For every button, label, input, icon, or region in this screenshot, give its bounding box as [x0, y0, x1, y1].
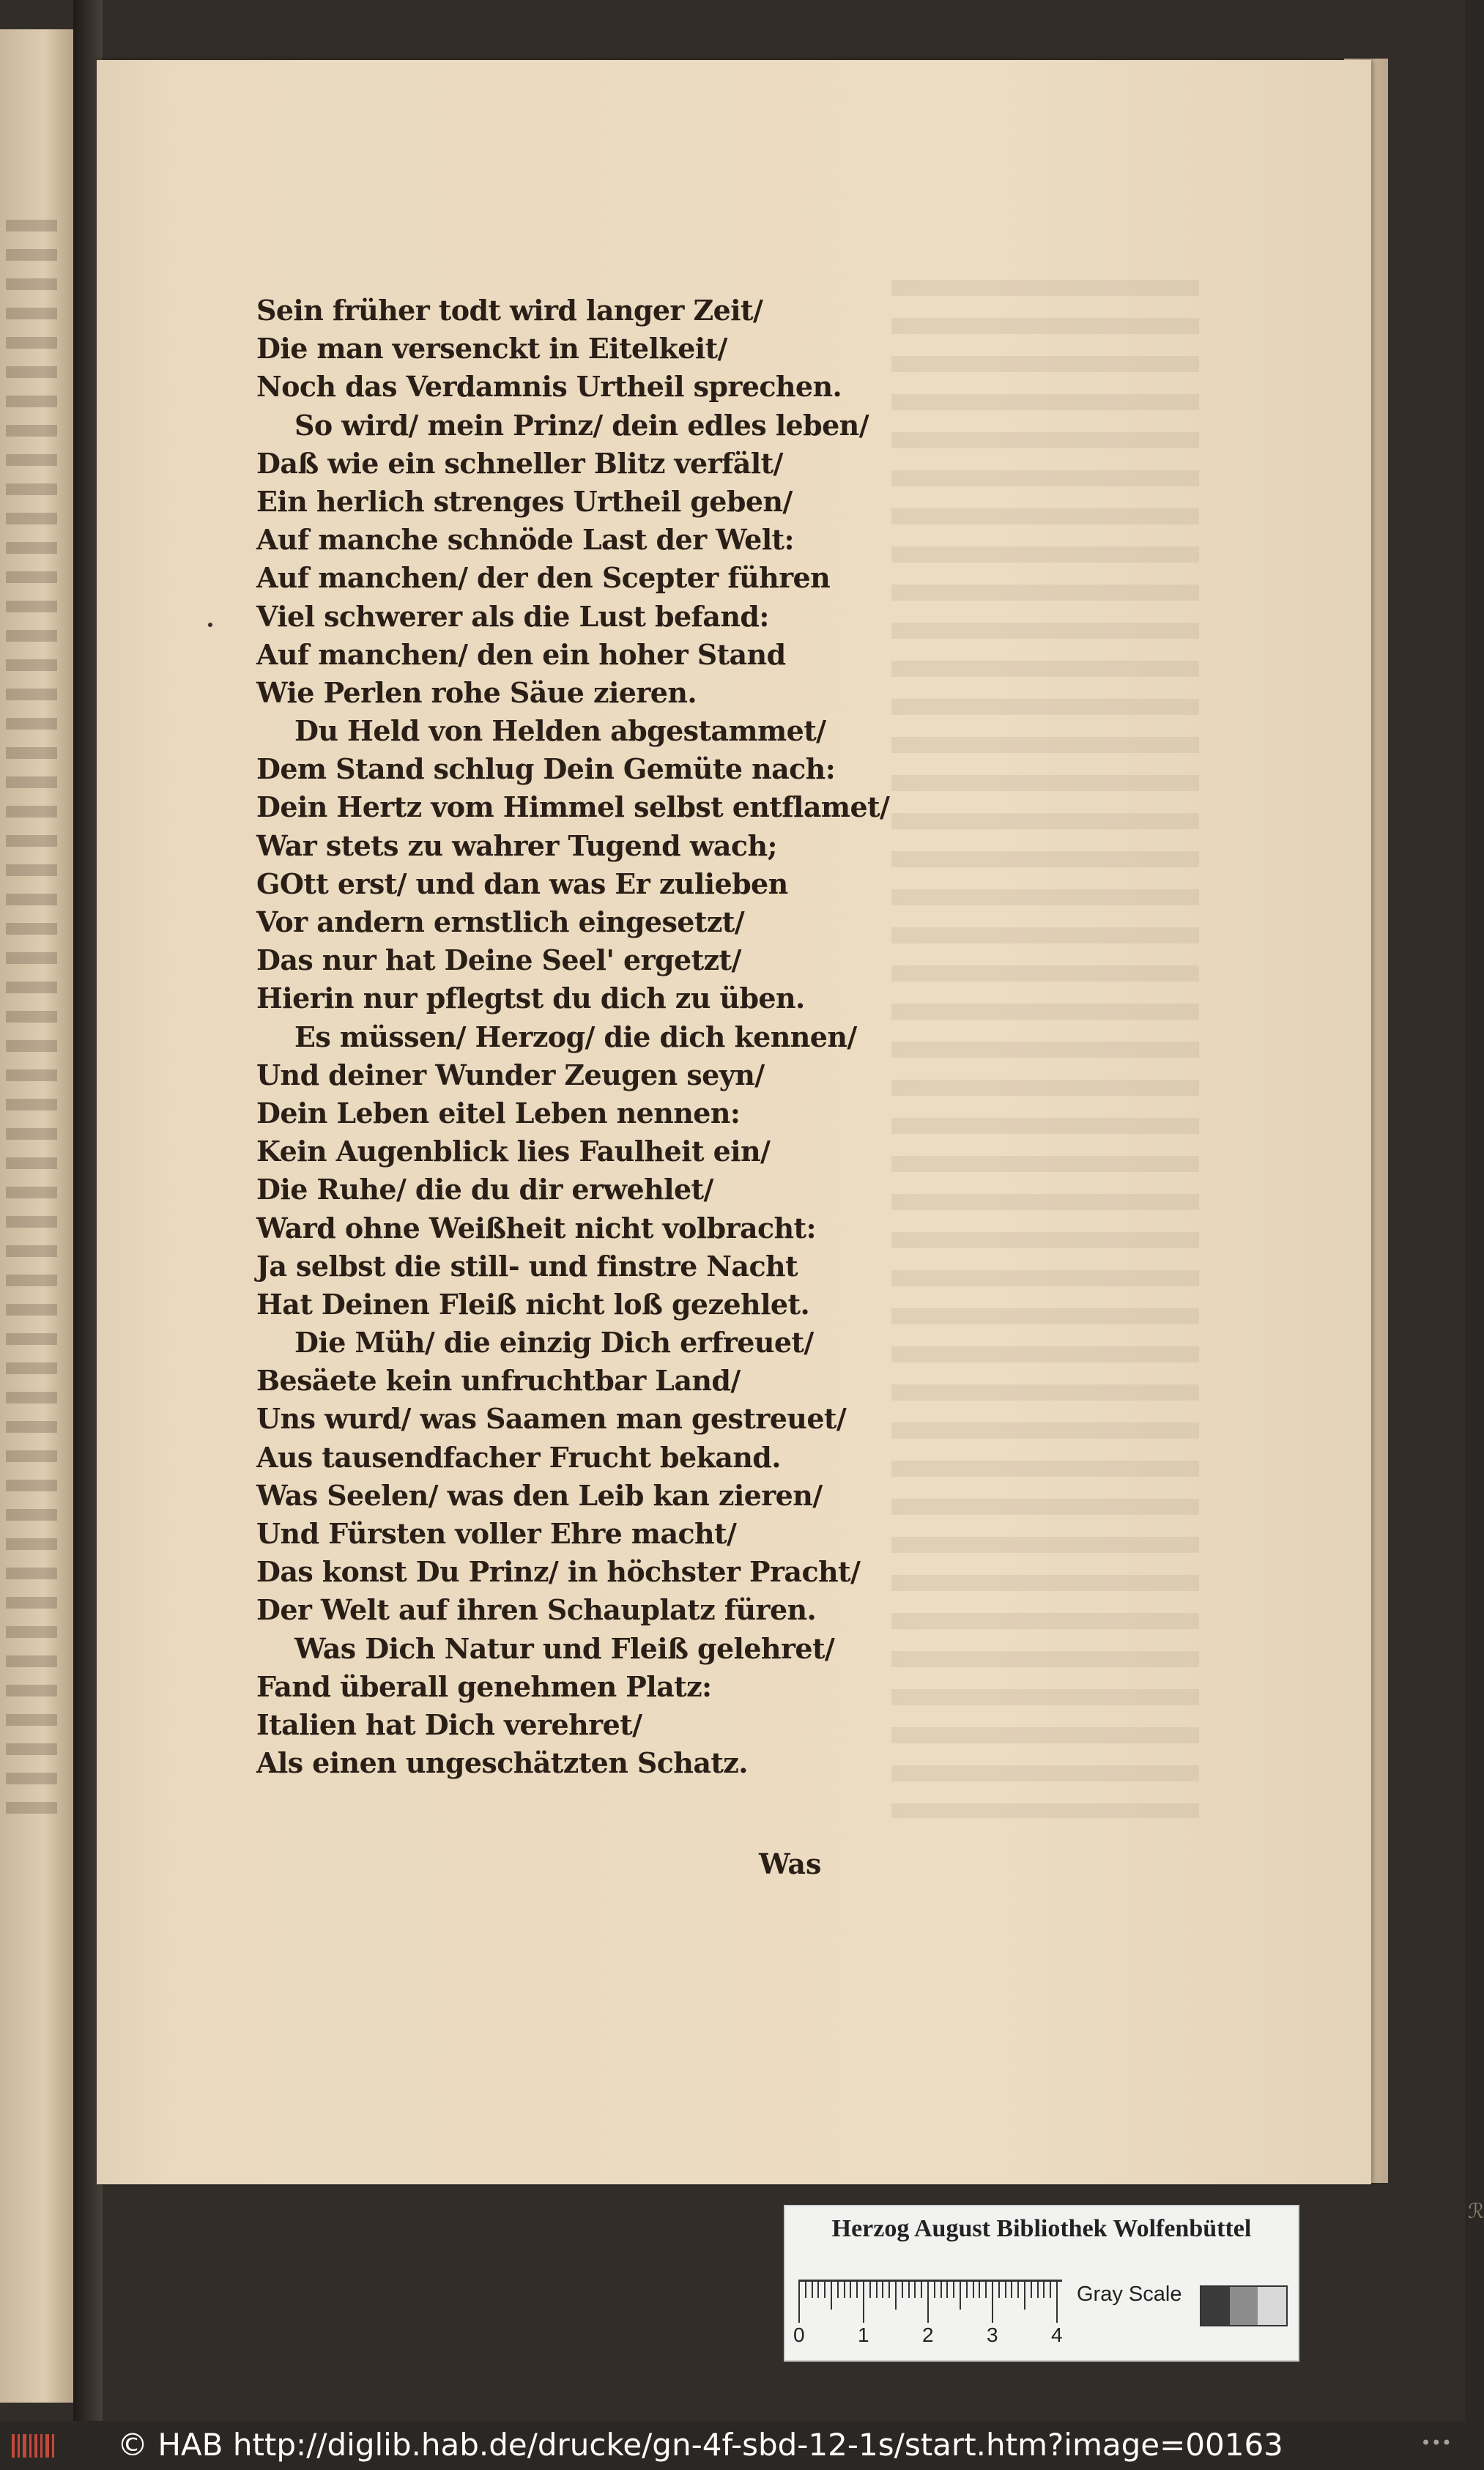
ruler-tick — [902, 2282, 903, 2298]
ruler-tick — [927, 2282, 929, 2323]
facing-page-text-bleed — [6, 220, 57, 1831]
ruler-tick — [966, 2282, 968, 2298]
ruler-tick — [831, 2282, 832, 2310]
verse-line: So wird/ mein Prinz/ dein edles leben/ — [294, 408, 869, 442]
ruler-tick — [1050, 2282, 1051, 2298]
ruler-tick — [960, 2282, 961, 2310]
verse-line: Aus tausendfacher Frucht bekand. — [256, 1440, 781, 1474]
verse-line: Ein herlich strenges Urtheil geben/ — [256, 484, 793, 518]
ruler-tick — [863, 2282, 864, 2323]
footer-source-url[interactable]: © HAB http://diglib.hab.de/drucke/gn-4f-sbd-12-1s/start.htm?image=00163 — [117, 2427, 1283, 2463]
ruler-tick — [1017, 2282, 1019, 2298]
verse-line: Auf manchen/ den ein hoher Stand — [256, 637, 786, 671]
verse-line: Wie Perlen rohe Säue zieren. — [256, 675, 697, 709]
verse-line: Und Fürsten voller Ehre macht/ — [256, 1517, 737, 1550]
verse-line: Der Welt auf ihren Schauplatz füren. — [256, 1593, 817, 1627]
ruler-number: 3 — [987, 2323, 998, 2346]
verse-line: Es müssen/ Herzog/ die dich kennen/ — [294, 1020, 857, 1053]
verse-line: Uns wurd/ was Saamen man gestreuet/ — [256, 1402, 847, 1436]
verse-line: Dein Hertz vom Himmel selbst entflamet/ — [256, 790, 890, 824]
verse-line: Hat Deinen Fleiß nicht loß gezehlet. — [256, 1287, 810, 1321]
footer-bar — [0, 2421, 1465, 2470]
catchword: Was — [759, 1847, 822, 1880]
verse-line: Hierin nur pflegtst du dich zu üben. — [256, 982, 805, 1015]
verse-line: Vor andern ernstlich eingesetzt/ — [256, 905, 745, 938]
verse-line: Als einen ungeschätzten Schatz. — [256, 1746, 748, 1780]
verse-line: Dem Stand schlug Dein Gemüte nach: — [256, 752, 836, 786]
verse-line: Italien hat Dich verehret/ — [256, 1707, 642, 1741]
ink-speck — [208, 623, 212, 627]
verse-line: Was Seelen/ was den Leib kan zieren/ — [256, 1478, 823, 1512]
ruler-tick — [812, 2282, 813, 2298]
gray-swatch — [1230, 2287, 1258, 2325]
gray-swatch — [1201, 2287, 1230, 2325]
verse-line: Die Ruhe/ die du dir erwehlet/ — [256, 1173, 713, 1206]
verse-line: Sein früher todt wird langer Zeit/ — [256, 294, 763, 327]
verse-line: Und deiner Wunder Zeugen seyn/ — [256, 1058, 765, 1091]
ruler-tick — [1037, 2282, 1039, 2298]
ruler-tick — [850, 2282, 851, 2298]
ruler-tick — [888, 2282, 890, 2298]
ruler-tick — [914, 2282, 916, 2298]
verse-line: War stets zu wahrer Tugend wach; — [256, 828, 777, 862]
ruler-number: 1 — [858, 2323, 869, 2346]
verse-line: Dein Leben eitel Leben nennen: — [256, 1096, 741, 1130]
verse-line: Was Dich Natur und Fleiß gelehret/ — [294, 1631, 835, 1665]
verse-line: Auf manchen/ der den Scepter führen — [256, 561, 831, 595]
ruler-tick — [805, 2282, 806, 2298]
ruler-tick — [946, 2282, 948, 2298]
verse-line: Die Müh/ die einzig Dich erfreuet/ — [294, 1326, 814, 1360]
verse-line: Ward ohne Weißheit nicht volbracht: — [256, 1211, 816, 1245]
ruler-tick — [979, 2282, 980, 2298]
ruler-tick — [844, 2282, 845, 2298]
verse-line: Auf manche schnöde Last der Welt: — [256, 523, 794, 557]
ruler-tick — [953, 2282, 954, 2298]
ruler-tick — [941, 2282, 942, 2298]
verse-text-block — [256, 292, 989, 1782]
verse-line: Du Held von Helden abgestammet/ — [294, 714, 826, 748]
verse-line: Noch das Verdamnis Urtheil sprechen. — [256, 370, 842, 404]
ruler-tick — [1011, 2282, 1012, 2298]
verse-line: Die man versenckt in Eitelkeit/ — [256, 332, 727, 366]
ruler-tick — [824, 2282, 826, 2298]
gray-scale-label: Gray Scale — [1077, 2282, 1182, 2306]
ruler-tick — [1056, 2282, 1058, 2323]
ruler-tick — [908, 2282, 910, 2298]
ruler-tick — [992, 2282, 993, 2323]
verse-line: Daß wie ein schneller Blitz verfält/ — [256, 446, 783, 480]
ruler-tick — [1043, 2282, 1045, 2298]
ruler-tick — [973, 2282, 974, 2298]
ruler-tick — [985, 2282, 987, 2298]
ruler-tick — [856, 2282, 858, 2298]
measurement-ruler — [798, 2280, 1062, 2326]
library-name: Herzog August Bibliothek Wolfenbüttel — [831, 2215, 1252, 2242]
gray-scale-swatches — [1200, 2285, 1288, 2326]
ruler-number: 2 — [922, 2323, 934, 2346]
verse-line: Fand überall genehmen Platz: — [256, 1669, 712, 1703]
ruler-tick — [798, 2282, 800, 2323]
ruler-tick — [998, 2282, 1000, 2298]
verse-line: Das konst Du Prinz/ in höchster Pracht/ — [256, 1555, 861, 1589]
ruler-tick — [895, 2282, 897, 2310]
ruler-tick — [817, 2282, 819, 2298]
book-page — [97, 60, 1484, 2223]
ruler-tick — [869, 2282, 871, 2298]
ruler-number: 4 — [1051, 2323, 1063, 2346]
verse-line: Ja selbst die still- und finstre Nacht — [256, 1249, 798, 1283]
ruler-tick — [876, 2282, 878, 2298]
page-edge-mark: ℛ — [1468, 2199, 1484, 2223]
ruler-tick — [837, 2282, 839, 2298]
gray-swatch — [1258, 2287, 1286, 2325]
ruler-tick — [934, 2282, 935, 2298]
ruler-number: 0 — [793, 2323, 805, 2346]
ruler-tick — [882, 2282, 883, 2298]
ruler-tick — [1005, 2282, 1006, 2298]
facing-page-edge — [0, 29, 73, 2403]
more-dots-icon[interactable]: ••• — [1420, 2433, 1452, 2453]
ruler-tick — [921, 2282, 922, 2298]
ruler-tick — [1024, 2282, 1025, 2310]
verse-line: GOtt erst/ und dan was Er zulieben — [256, 867, 788, 900]
hab-barcode-icon[interactable] — [10, 2431, 57, 2460]
verse-line: Kein Augenblick lies Faulheit ein/ — [256, 1135, 771, 1168]
verse-line: Viel schwerer als die Lust befand: — [256, 599, 769, 633]
ruler-tick — [1031, 2282, 1032, 2298]
verse-line: Besäete kein unfruchtbar Land/ — [256, 1364, 741, 1398]
color-target-card — [784, 2205, 1299, 2362]
verse-line: Das nur hat Deine Seel' ergetzt/ — [256, 943, 741, 977]
